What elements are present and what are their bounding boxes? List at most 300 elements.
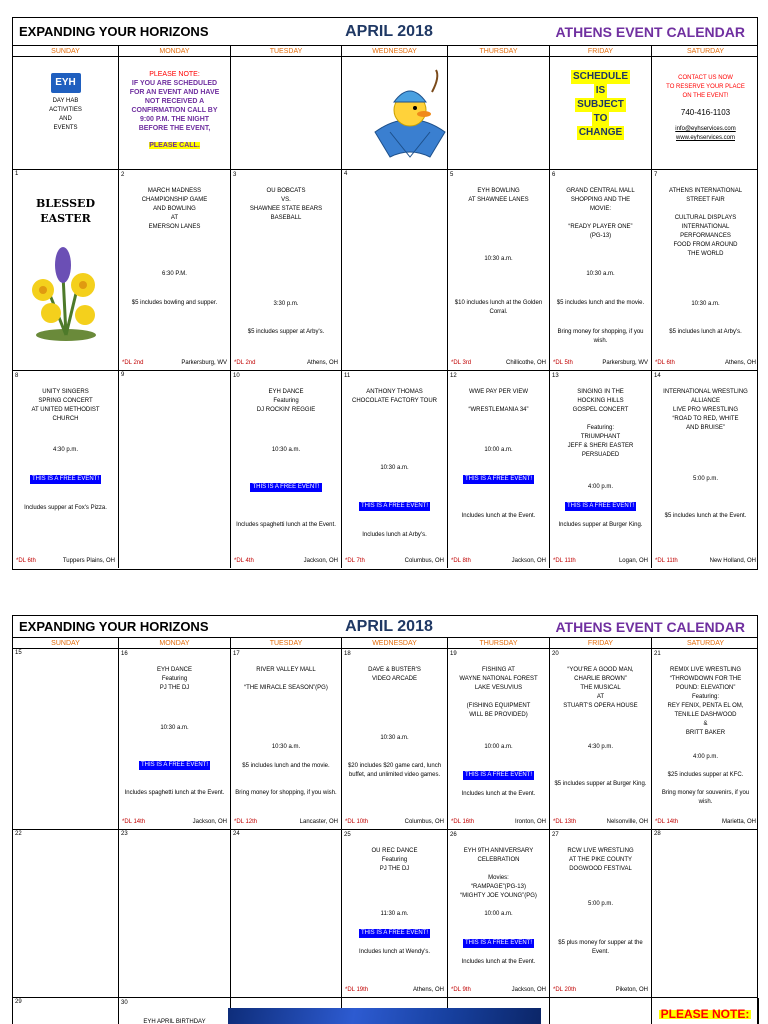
event-line: REMIX LIVE WRESTLING	[669, 667, 741, 673]
event-time: 5:00 p.m.	[587, 901, 613, 907]
event-line: AT THE PIKE COUNTY	[568, 857, 632, 863]
calendar-page-2	[12, 615, 758, 1024]
day-number: 26	[450, 832, 457, 838]
event-line: BASEBALL	[270, 215, 302, 221]
event-time: 10:00 a.m.	[484, 911, 513, 917]
schedule-notice: SUBJECT	[577, 99, 624, 110]
week-row	[13, 170, 757, 371]
event-line: Featuring:	[586, 425, 614, 431]
event-location: Tuppers Plains, OH	[62, 558, 115, 564]
event-price: $5 plus money for supper at the Event.	[558, 940, 643, 955]
deadline-label: *DL 11th	[655, 558, 678, 564]
event-line: ANTHONY THOMAS	[366, 389, 423, 395]
event-line: “ROAD TO RED, WHITE	[672, 416, 739, 422]
event-line: FISHING AT	[482, 667, 515, 673]
deadline-label: *DL 14th	[655, 819, 679, 825]
deadline-label: *DL 3rd	[451, 360, 472, 366]
day-number: 20	[552, 651, 559, 657]
event-line: Featuring	[273, 398, 299, 404]
day-number: 3	[233, 172, 237, 178]
event-line: AT	[170, 215, 179, 221]
day-number: 24	[233, 831, 240, 837]
free-event-badge: THIS IS A FREE EVENT!	[566, 503, 635, 509]
event-line: RIVER VALLEY MALL	[256, 667, 316, 673]
event-time: 10:30 a.m.	[271, 447, 301, 453]
event-line: CHAMPIONSHIP GAME	[141, 197, 208, 203]
day-number: 2	[121, 172, 125, 178]
event-time: 10:30 a.m.	[380, 465, 409, 471]
day-cell	[550, 371, 652, 568]
event-line: DOGWOOD FESTIVAL	[569, 866, 632, 872]
event-time: 11:30 a.m.	[380, 911, 409, 917]
intro-text: AND	[59, 116, 72, 122]
event-time: 3:30 p.m.	[273, 301, 299, 307]
day-number: 29	[15, 999, 22, 1005]
deadline-label: *DL 6th	[655, 360, 675, 366]
note-line: FOR AN EVENT AND HAVE	[129, 89, 220, 96]
event-price: Includes lunch at Wendy's.	[358, 949, 431, 955]
day-cell	[231, 371, 342, 568]
day-number: 16	[121, 651, 128, 657]
event-price: $5 includes supper at Arby's.	[247, 329, 325, 335]
event-price: Includes lunch at the Event.	[461, 791, 536, 797]
deadline-label: *DL 11th	[553, 558, 576, 564]
event-line: ALLIANCE	[690, 398, 720, 404]
event-line: “THROWDOWN FOR THE	[669, 676, 742, 682]
event-line: “RAMPAGE”(PG-13)	[471, 884, 526, 890]
intro-wednesday	[342, 57, 448, 169]
day-cell	[342, 371, 448, 568]
day-cell	[119, 998, 231, 1024]
event-line: Featuring	[161, 676, 188, 682]
day-cell	[448, 649, 550, 829]
intro-tuesday	[231, 57, 342, 169]
day-number: 30	[121, 1000, 128, 1006]
free-event-badge: THIS IS A FREE EVENT!	[360, 930, 429, 936]
weekday-label: THURSDAY	[448, 46, 550, 57]
event-line: PERFORMANCES	[680, 233, 731, 239]
weekday-header	[13, 46, 757, 57]
event-location: Jackson, OH	[192, 819, 227, 825]
day-cell	[13, 371, 119, 568]
deadline-label: *DL 5th	[553, 360, 573, 366]
weekday-label: WEDNESDAY	[342, 46, 448, 57]
event-line: Movies:	[488, 875, 509, 881]
day-number: 10	[233, 373, 240, 379]
event-note: Bring money for shopping, if you wish.	[557, 329, 644, 344]
weekday-label: FRIDAY	[550, 638, 652, 649]
weekday-label: FRIDAY	[550, 46, 652, 57]
day-cell	[550, 170, 652, 370]
day-cell	[13, 649, 119, 829]
schedule-notice: TO	[593, 113, 608, 124]
day-number: 22	[15, 831, 22, 837]
event-line: DJ ROCKIN' REGGIE	[256, 407, 316, 413]
event-line: ATHENS INTERNATIONAL	[668, 188, 743, 194]
week-row	[13, 649, 757, 830]
event-location: Logan, OH	[618, 558, 648, 564]
event-price: $5 includes lunch and the movie.	[242, 763, 330, 769]
deadline-label: *DL 8th	[451, 558, 471, 564]
day-cell	[231, 830, 342, 997]
contact-line: ON THE EVENT!	[682, 93, 729, 99]
event-location: New Holland, OH	[709, 558, 756, 564]
free-event-badge: THIS IS A FREE EVENT!	[360, 503, 429, 509]
event-line: PJ THE DJ	[379, 866, 410, 872]
event-line: VS.	[281, 197, 291, 203]
event-line: LAKE VESUVIUS	[474, 685, 523, 691]
eyh-logo: EYH	[51, 73, 81, 93]
event-line: “THE MIRACLE SEASON”(PG)	[244, 685, 328, 691]
intro-row	[13, 57, 757, 170]
event-location: Columbus, OH	[404, 819, 444, 825]
event-line: INTERNATIONAL	[681, 224, 730, 230]
deadline-label: *DL 6th	[16, 558, 36, 564]
day-footer	[553, 557, 648, 566]
event-time: 10:30 a.m.	[586, 271, 615, 277]
event-line: MARCH MADNESS	[147, 188, 202, 194]
event-line: Featuring:	[691, 694, 719, 700]
day-footer	[234, 557, 338, 566]
contact-line: TO RESERVE YOUR PLACE	[666, 84, 745, 90]
event-price: $5 includes supper at Burger King.	[554, 781, 647, 787]
event-line: REY FENIX, PENTA EL OM,	[667, 703, 744, 709]
event-line: SINGING IN THE	[577, 389, 624, 395]
intro-text: DAY HAB	[52, 98, 79, 104]
event-line: WAYNE NATIONAL FOREST	[459, 676, 538, 682]
event-time: 10:30 a.m.	[271, 744, 301, 750]
event-location: Lancaster, OH	[299, 819, 338, 825]
event-location: Columbus, OH	[404, 558, 444, 564]
event-line: EYH 9TH ANNIVERSARY	[463, 848, 534, 854]
day-cell	[13, 830, 119, 997]
event-line	[451, 865, 546, 874]
event-line: SPRING CONCERT	[38, 398, 93, 404]
day-cell	[231, 170, 342, 370]
day-cell	[652, 371, 759, 568]
weekday-label: WEDNESDAY	[342, 638, 448, 649]
day-number: 9	[121, 372, 125, 378]
intro-saturday	[652, 57, 759, 169]
event-line: EYH DANCE	[156, 667, 192, 673]
day-cell	[652, 170, 759, 370]
event-time: 4:00 p.m.	[587, 484, 613, 490]
event-line: CELEBRATION	[477, 857, 520, 863]
event-line: “YOU'RE A GOOD MAN,	[567, 667, 634, 673]
event-line: LIVE PRO WRESTLING	[672, 407, 738, 413]
event-line: THE MUSICAL	[580, 685, 621, 691]
month-title: APRIL 2018	[345, 617, 433, 635]
event-line: EYH DANCE	[268, 389, 304, 395]
day-footer	[345, 986, 444, 995]
please-note-banner: PLEASE NOTE:	[660, 1007, 750, 1021]
day-footer	[451, 818, 546, 827]
deadline-label: *DL 10th	[345, 819, 369, 825]
free-event-badge: THIS IS A FREE EVENT!	[252, 484, 320, 490]
event-line: HOCKING HILLS	[577, 398, 624, 404]
day-number: 7	[654, 172, 658, 178]
weekday-label: TUESDAY	[231, 638, 342, 649]
event-price: $10 includes lunch at the Golden Corral.	[454, 300, 543, 315]
event-line: EMERSON LANES	[148, 224, 201, 230]
schedule-notice: SCHEDULE	[572, 71, 628, 82]
event-line: AT	[596, 694, 605, 700]
event-line	[451, 693, 546, 702]
event-line: BRITT BAKER	[685, 730, 726, 736]
event-line: GOSPEL CONCERT	[572, 407, 629, 413]
deadline-label: *DL 12th	[234, 819, 258, 825]
event-line: EYH BOWLING	[477, 188, 520, 194]
event-line: CHOCOLATE FACTORY TOUR	[351, 398, 438, 404]
event-line: JEFF & SHERI EASTER	[567, 443, 634, 449]
day-cell	[448, 371, 550, 568]
duck-umbrella-illustration	[370, 62, 450, 162]
event-time: 4:00 p.m.	[692, 754, 718, 760]
day-cell	[119, 830, 231, 997]
event-line: CHURCH	[52, 416, 79, 422]
day-footer	[553, 359, 648, 368]
deadline-label: *DL 20th	[553, 987, 577, 993]
event-note: Bring money for shopping, if you wish.	[235, 790, 337, 796]
event-time: 10:30 a.m.	[691, 301, 720, 307]
event-note: Bring money for souvenirs, if you wish.	[661, 790, 750, 805]
week-row	[13, 830, 757, 998]
event-time: 10:00 a.m.	[484, 447, 513, 453]
event-line: (FISHING EQUIPMENT	[466, 703, 531, 709]
day-cell	[550, 830, 652, 997]
event-price: Includes spaghetti lunch at the Event.	[236, 522, 336, 528]
day-number: 6	[552, 172, 556, 178]
event-line: DAVE & BUSTER'S	[368, 667, 421, 673]
event-line: AND BOWLING	[153, 206, 196, 212]
event-location: Athens, OH	[724, 360, 756, 366]
day-footer	[451, 557, 546, 566]
event-price: $25 includes supper at KFC.	[667, 772, 744, 778]
event-line	[655, 205, 756, 214]
day-cell	[342, 830, 448, 997]
calendar-header	[13, 616, 757, 638]
day-number: 8	[15, 373, 19, 379]
day-cell	[13, 170, 119, 370]
day-footer	[345, 818, 444, 827]
day-number: 27	[552, 832, 559, 838]
day-number: 19	[450, 651, 457, 657]
deadline-label: *DL 13th	[553, 819, 577, 825]
note-line: NOT RECEIVED A	[144, 98, 205, 105]
free-event-badge: THIS IS A FREE EVENT!	[464, 940, 533, 946]
day-number: 25	[344, 832, 351, 838]
week-row	[13, 998, 757, 1024]
weekday-label: THURSDAY	[448, 638, 550, 649]
deadline-label: *DL 4th	[234, 558, 254, 564]
day-number: 11	[344, 373, 351, 379]
day-number: 4	[344, 171, 348, 177]
event-time: 10:00 a.m.	[484, 744, 513, 750]
day-footer	[553, 986, 648, 995]
event-line: STREET FAIR	[686, 197, 725, 203]
deadline-label: *DL 2nd	[122, 360, 144, 366]
calendar-header	[13, 18, 757, 46]
day-cell	[119, 170, 231, 370]
day-number: 14	[654, 373, 661, 379]
weekday-label: SUNDAY	[13, 638, 119, 649]
deadline-label: *DL 19th	[345, 987, 369, 993]
weekday-label: MONDAY	[119, 46, 231, 57]
org-title: EXPANDING YOUR HORIZONS	[19, 619, 209, 634]
blessed-easter-title: BLESSED EASTER	[36, 197, 95, 225]
event-line: AT SHAWNEE LANES	[468, 197, 529, 203]
day-cell	[342, 170, 448, 370]
weekday-label: TUESDAY	[231, 46, 342, 57]
weekday-label: SUNDAY	[13, 46, 119, 57]
day-number: 23	[121, 831, 128, 837]
event-line: Featuring	[381, 857, 408, 863]
event-price: Includes lunch at Arby's.	[362, 532, 427, 538]
note-line: IF YOU ARE SCHEDULED	[131, 80, 218, 87]
event-price: $5 includes bowling and supper.	[131, 300, 218, 306]
note-line: BEFORE THE EVENT,	[138, 125, 211, 132]
day-footer	[234, 359, 338, 368]
schedule-notice: IS	[595, 85, 606, 96]
event-location: Jackson, OH	[511, 558, 546, 564]
day-footer	[122, 818, 227, 827]
schedule-notice: CHANGE	[578, 127, 623, 138]
event-line: (PG-13)	[589, 233, 612, 239]
event-price: $5 includes lunch at Arby's.	[669, 329, 742, 335]
event-line: OU REC DANCE	[371, 848, 418, 854]
day-cell	[119, 371, 231, 568]
day-footer	[655, 359, 756, 368]
deadline-label: *DL 7th	[345, 558, 365, 564]
day-number: 12	[450, 373, 457, 379]
event-location: Nelsonville, OH	[606, 819, 648, 825]
day-cell	[652, 998, 759, 1024]
deadline-label: *DL 9th	[451, 987, 471, 993]
day-number: 13	[552, 373, 559, 379]
day-footer	[451, 986, 546, 995]
note-line: CONFIRMATION CALL BY	[131, 107, 218, 114]
event-location: Parkersburg, WV	[181, 360, 227, 366]
event-line: POUND: ELEVATION”	[675, 685, 736, 691]
calendar-page-1	[12, 17, 758, 570]
deadline-label: *DL 2nd	[234, 360, 256, 366]
event-location: Chillicothe, OH	[505, 360, 546, 366]
event-line: THE WORLD	[687, 251, 724, 257]
event-price: $5 includes lunch at the Event.	[664, 513, 747, 519]
event-line	[234, 675, 338, 684]
intro-friday	[550, 57, 652, 169]
event-price: Includes lunch at the Event.	[461, 513, 536, 519]
event-price: Includes supper at Fox's Pizza.	[24, 505, 107, 511]
day-number: 17	[233, 651, 240, 657]
deadline-label: *DL 14th	[122, 819, 146, 825]
event-price: $20 includes $20 game card, lunch buffet, and unlimited video games.	[347, 763, 442, 778]
day-cell	[448, 830, 550, 997]
event-line: EYH APRIL BIRTHDAY	[143, 1019, 206, 1024]
event-location: Piketon, OH	[615, 987, 648, 993]
calendar-title: ATHENS EVENT CALENDAR	[555, 23, 745, 40]
month-title: APRIL 2018	[345, 22, 433, 40]
deadline-label: *DL 16th	[451, 819, 475, 825]
intro-monday	[119, 57, 231, 169]
weekday-label: MONDAY	[119, 638, 231, 649]
event-line: &	[703, 721, 708, 727]
event-line: MOVIE:	[589, 206, 611, 212]
week-row	[13, 371, 757, 568]
event-time: 10:30 a.m.	[380, 735, 409, 741]
intro-sunday	[13, 57, 119, 169]
day-footer	[234, 818, 338, 827]
event-location: Athens, OH	[306, 360, 338, 366]
event-line: PERSUADED	[581, 452, 620, 458]
day-cell	[119, 649, 231, 829]
day-footer	[122, 359, 227, 368]
event-time: 6:30 P.M.	[162, 271, 187, 277]
event-line: WILL BE PROVIDED)	[469, 712, 528, 718]
event-location: Jackson, OH	[303, 558, 338, 564]
event-time: 5:00 p.m.	[692, 476, 718, 482]
event-line	[553, 415, 648, 424]
free-event-badge: THIS IS A FREE EVENT!	[464, 476, 533, 482]
contact-line: CONTACT US NOW	[678, 75, 733, 81]
event-line: TENILLE DASHWOOD	[674, 712, 737, 718]
website-link[interactable]: www.eyhservices.com	[675, 135, 735, 141]
event-price: Includes spaghetti lunch at the Event.	[124, 790, 225, 796]
event-line: “READY PLAYER ONE”	[568, 224, 633, 230]
event-line: TRIUMPHANT	[580, 434, 621, 440]
org-title: EXPANDING YOUR HORIZONS	[19, 24, 209, 39]
event-line: UNITY SINGERS	[42, 389, 89, 395]
day-number: 28	[654, 831, 661, 837]
day-footer	[345, 557, 444, 566]
event-line: OU BOBCATS	[266, 188, 306, 194]
event-line: RCW LIVE WRESTLING	[567, 848, 634, 854]
event-line: “WRESTLEMANIA 34”	[468, 407, 529, 413]
day-cell	[231, 649, 342, 829]
intro-text: EVENTS	[53, 125, 78, 131]
event-price: Includes lunch at the Event.	[461, 959, 536, 965]
day-number: 5	[450, 172, 454, 178]
event-line: SHAWNEE STATE BEARS	[249, 206, 323, 212]
day-footer	[655, 557, 756, 566]
email-link[interactable]: info@eyhservices.com	[675, 126, 736, 132]
event-location: Ironton, OH	[514, 819, 546, 825]
day-number: 1	[15, 171, 19, 177]
event-line: FOOD FROM AROUND	[673, 242, 738, 248]
event-line: SHOPPING AND THE	[570, 197, 631, 203]
event-line: STUART'S OPERA HOUSE	[563, 703, 638, 709]
day-footer	[553, 818, 648, 827]
free-event-badge: THIS IS A FREE EVENT!	[140, 762, 209, 768]
event-time: 4:30 p.m.	[52, 447, 78, 453]
event-time: 4:30 p.m.	[587, 744, 613, 750]
hyacinth-flower-illustration	[23, 235, 109, 345]
event-line: INTERNATIONAL WRESTLING	[663, 389, 748, 395]
day-cell	[342, 649, 448, 829]
weekday-label: SATURDAY	[686, 640, 725, 647]
intro-text: ACTIVITIES	[49, 107, 82, 113]
intro-thursday	[448, 57, 550, 169]
event-time: 10:30 a.m.	[484, 256, 513, 262]
day-cell	[550, 649, 652, 829]
event-line: WWE PAY PER VIEW	[468, 389, 528, 395]
day-footer	[451, 359, 546, 368]
please-call-label: PLEASE CALL.	[149, 142, 200, 149]
day-cell	[448, 170, 550, 370]
phone-number[interactable]: 740-416-1103	[680, 108, 731, 117]
calendar-title: ATHENS EVENT CALENDAR	[555, 618, 745, 635]
please-note-label: PLEASE NOTE:	[149, 71, 200, 78]
